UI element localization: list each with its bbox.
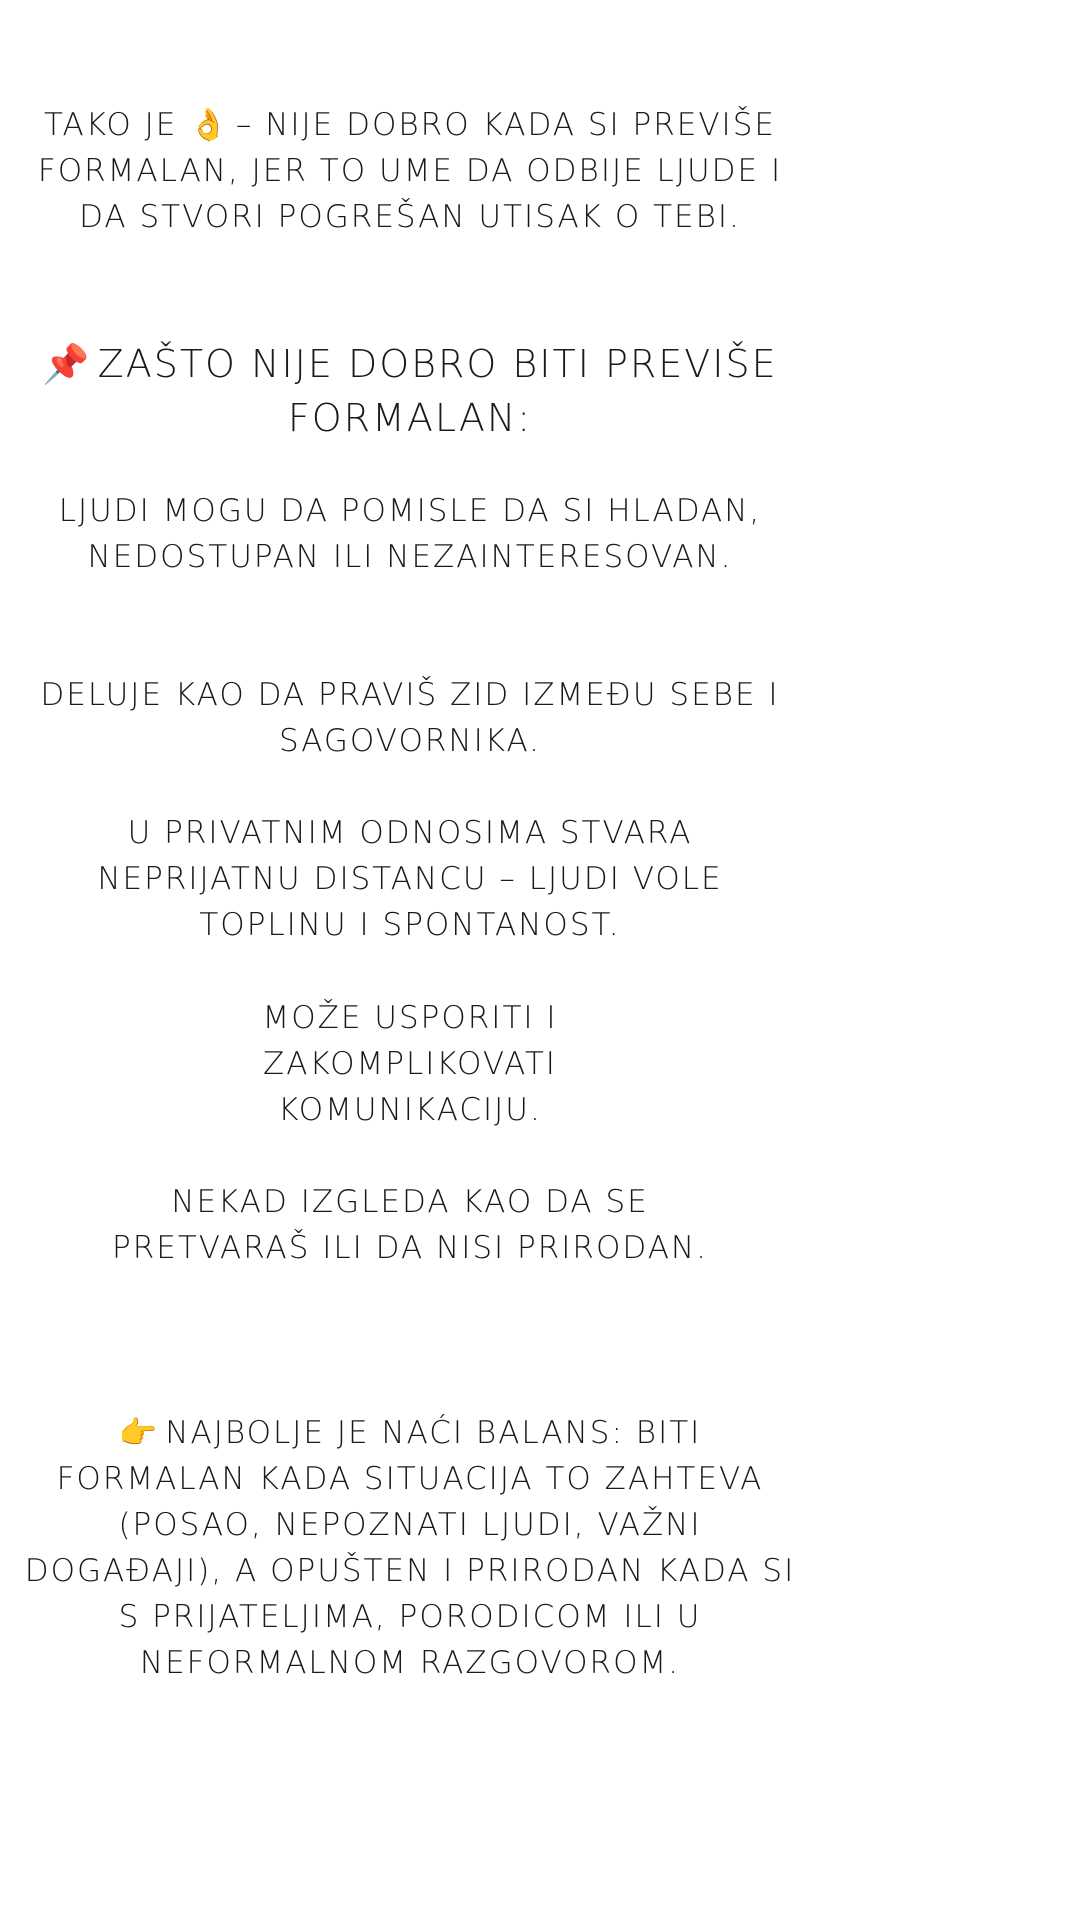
intro-text-line — [20, 102, 800, 240]
point-item — [20, 995, 800, 1133]
point-item — [20, 1179, 800, 1271]
section-heading-line — [20, 337, 800, 445]
closing-paragraph — [20, 1410, 800, 1686]
point-text: LJUDI MOGU DA POMISLE DA SI HLADAN, NEDOSTUPAN ILI NEZAINTERESOVAN. — [58, 493, 762, 575]
pushpin-icon: 📌 — [42, 342, 90, 386]
point-text: MOŽE USPORITI I ZAKOMPLIKOVATI KOMUNIKACIJU. — [262, 1000, 558, 1128]
intro-paragraph — [20, 102, 800, 240]
intro-text-start: TAKO JE — [44, 107, 178, 143]
point-item — [20, 672, 800, 764]
section-heading-text: ZAŠTO NIJE DOBRO BITI PREVIŠE FORMALAN: — [97, 342, 778, 440]
ok-hand-icon: 👌 — [189, 107, 228, 143]
intro-text-rest: – NIJE DOBRO KADA SI PREVIŠE FORMALAN, JER TO UME DA ODBIJE LJUDE I DA STVORI POGREŠAN UTISAK O TEBI. — [37, 107, 783, 235]
point-text: NEKAD IZGLEDA KAO DA SE PRETVARAŠ ILI DA NISI PRIRODAN. — [112, 1184, 708, 1266]
section-heading — [20, 337, 800, 445]
point-text: U PRIVATNIM ODNOSIMA STVARA NEPRIJATNU DISTANCU – LJUDI VOLE TOPLINU I SPONTANOST. — [97, 815, 723, 943]
closing-text: NAJBOLJE JE NAĆI BALANS: BITI FORMALAN KADA SITUACIJA TO ZAHTEVA (POSAO, NEPOZNATI LJUDI, VAŽNI DOGAĐAJI), A OPUŠTEN I PRIRODAN KADA SI S PRIJATELJIMA, PORODICOM ILI U NEFORMALNOM RAZGOVOROM. — [24, 1415, 796, 1681]
point-text: DELUJE KAO DA PRAVIŠ ZID IZMEĐU SEBE I SAGOVORNIKA. — [40, 677, 780, 759]
point-item — [20, 488, 800, 580]
pointing-hand-icon: 👉 — [118, 1415, 158, 1451]
closing-line — [20, 1410, 800, 1686]
point-item — [20, 810, 800, 948]
